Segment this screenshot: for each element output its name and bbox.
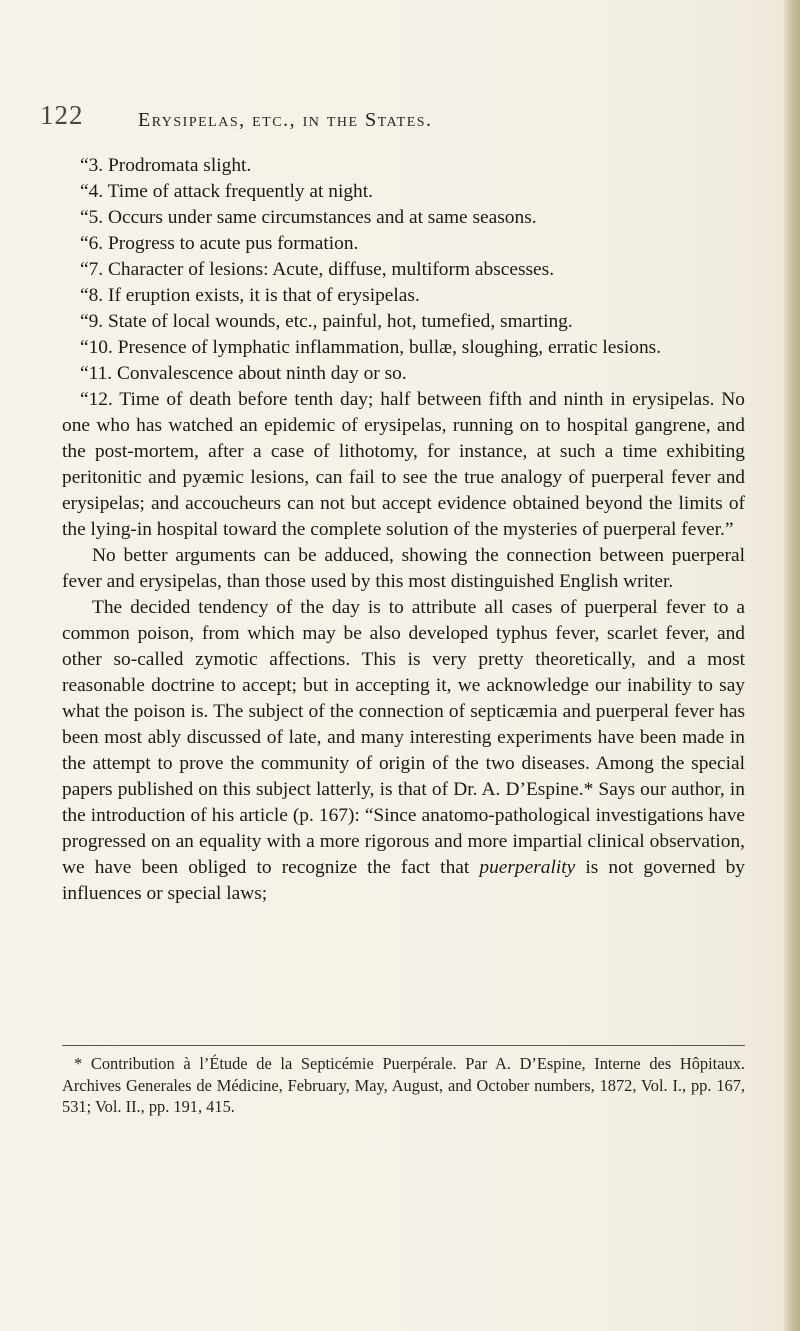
list-item: “6. Progress to acute pus formation.: [80, 233, 359, 254]
page-header: [40, 100, 762, 148]
paragraph: No better arguments can be adduced, showing the connection between puerperal fever and erysipelas, than those used by this most distinguished English writer.: [62, 545, 745, 592]
footnote-rule: [62, 1045, 745, 1046]
footnote: [62, 1053, 745, 1118]
running-head: Erysipelas, etc., in the States.: [138, 109, 433, 131]
paragraph-text: is not governed by influences or special laws;: [62, 857, 746, 904]
list-item: “8. If eruption exists, it is that of erysipelas.: [80, 285, 420, 306]
list-item: “7. Character of lesions: Acute, diffuse, multiform abscesses.: [80, 259, 555, 280]
page-edge: [784, 0, 800, 1331]
page-number: 122: [40, 100, 84, 130]
list-item: “3. Prodromata slight.: [80, 155, 252, 176]
list-item: “11. Convalescence about ninth day or so.: [80, 363, 407, 384]
list-item: “9. State of local wounds, etc., painful, hot, tumefied, smarting.: [80, 311, 573, 332]
list-item: “5. Occurs under same circumstances and at same seasons.: [80, 207, 537, 228]
paragraph: [62, 595, 745, 907]
list-item: “12. Time of death before tenth day; half between fifth and ninth in erysipelas. No one who has watched an epidemic of erysipelas, running on to hospital gangrene, and the post-mortem, after a case of lithotomy, for instance, at such a time exhibiting peritonitic and pyæmic lesions, can fail to see the true analogy of puerperal fever and erysipelas; and accoucheurs can not but accept evidence obtained beyond the limits of the lying-in hospital toward the complete solution of the mysteries of puerperal fever.”: [62, 389, 745, 540]
body-text: [62, 153, 745, 907]
italic-term: puerperality: [479, 857, 576, 878]
list-item: “4. Time of attack frequently at night.: [80, 181, 373, 202]
paragraph-text: The decided tendency of the day is to attribute all cases of puerperal fever to a common poison, from which may be also developed typhus fever, scarlet fever, and other so-called zymotic affections. This is very pretty theoretically, and a most reasonable doctrine to accept; but in accepting it, we acknowledge our inability to say what the poison is. The subject of the connection of septicæmia and puerperal fever has been most ably discussed of late, and many interesting experiments have been made in the attempt to prove the community of origin of the two diseases. Among the special papers published on this subject latterly, is that of Dr. A. D’Espine.* Says our author, in the introduction of his article (p. 167): “Since anatomo-pathological investigations have progressed on an equality with a more rigorous and more impartial clinical observation, we have been obliged to recognize the fact that: [62, 597, 745, 878]
list-item: “10. Presence of lymphatic inflammation, bullæ, sloughing, erratic lesions.: [80, 337, 662, 358]
footnote-text: * Contribution à l’Étude de la Septicémie Puerpérale. Par A. D’Espine, Interne des Hôpitaux. Archives Generales de Médicine, February, May, August, and October numbers, 1872, Vol. I., pp. 167, 531; Vol. II., pp. 191, 415.: [62, 1054, 745, 1116]
